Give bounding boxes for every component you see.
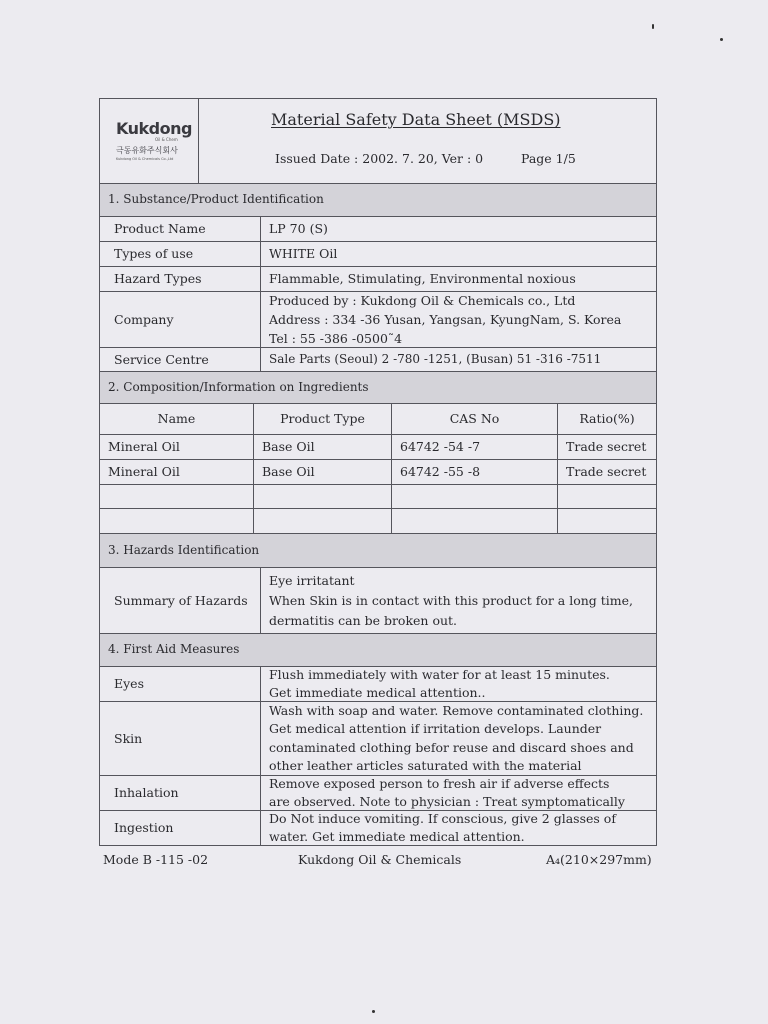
cell-divider [253, 509, 254, 533]
row-label: Hazard Types [114, 271, 202, 287]
section-2-header [100, 372, 657, 404]
table-row [100, 435, 657, 460]
table-row-empty [100, 485, 657, 509]
table-cell: Trade secret [566, 464, 647, 480]
row-value: Sale Parts (Seoul) 2 -780 -1251, (Busan) 51 -316 -7511 [269, 351, 602, 366]
table-cell: Mineral Oil [108, 439, 180, 455]
row-label: Ingestion [114, 820, 174, 836]
company-label: Company [114, 311, 174, 327]
hazards-summary [261, 568, 656, 633]
first-aid-eyes-row [100, 667, 657, 702]
company-address: Address : 334 -36 Yusan, Yangsan, KyungNam, S. Korea [269, 312, 622, 327]
company-logo [100, 99, 198, 183]
instruction-line: contaminated clothing befor reuse and discard shoes and [269, 739, 634, 755]
instruction-line: Remove exposed person to fresh air if adverse effects [269, 776, 610, 791]
paper-size: A₄(210×297mm) [546, 852, 652, 867]
instruction-line: water. Get immediate medical attention. [269, 829, 525, 844]
company-row [100, 292, 657, 348]
instruction-line: Flush immediately with water for at least 15 minutes. [269, 667, 610, 682]
row-label: Skin [114, 730, 143, 746]
hazards-row [100, 568, 657, 634]
first-aid-ingestion-row [100, 811, 657, 846]
row-value: LP 70 (S) [269, 221, 328, 237]
header-row [100, 99, 657, 184]
row-label: Service Centre [114, 351, 209, 367]
section-4-header [100, 634, 657, 667]
cell-divider [198, 99, 199, 183]
cell-divider [391, 485, 392, 508]
first-aid-skin-row [100, 702, 657, 776]
table-row [100, 348, 657, 372]
company-phone: Tel : 55 -386 -0500˜4 [269, 331, 403, 346]
row-label: Inhalation [114, 785, 179, 801]
first-aid-inhalation-row [100, 776, 657, 811]
footer-company: Kukdong Oil & Chemicals [298, 852, 462, 867]
issued-date: Issued Date : 2002. 7. 20, Ver : 0 [275, 151, 484, 166]
instruction-line: Get immediate medical attention.. [269, 685, 486, 700]
logo-wordmark: Kukdong [116, 119, 192, 138]
form-code: Mode B -115 -02 [103, 852, 209, 867]
table-row [100, 217, 657, 242]
row-value [261, 776, 656, 810]
instruction-line: Get medical attention if irritation develops. Launder [269, 721, 602, 736]
instruction-line: Wash with soap and water. Remove contaminated clothing. [269, 702, 644, 718]
row-label: Product Name [114, 221, 206, 237]
table-cell: Base Oil [262, 439, 315, 455]
instruction-line: Do Not induce vomiting. If conscious, give 2 glasses of [269, 811, 616, 826]
table-row-empty [100, 509, 657, 534]
row-value: WHITE Oil [269, 246, 338, 262]
msds-form [99, 98, 657, 846]
row-value [261, 702, 656, 775]
company-details [261, 292, 656, 347]
hazard-line: When Skin is in contact with this product for a long time, [269, 592, 634, 608]
cell-divider [557, 485, 558, 508]
section-1-title: 1. Substance/Product Identification [108, 192, 324, 207]
section-3-header [100, 534, 657, 568]
scan-speck [652, 24, 654, 29]
table-cell: 64742 -55 -8 [400, 464, 481, 480]
hazard-line: dermatitis can be broken out. [269, 612, 458, 628]
table-row [100, 242, 657, 267]
scan-speck [372, 1010, 375, 1013]
table-row [100, 460, 657, 485]
hazard-line: Eye irritatant [269, 572, 355, 588]
section-4-title: 4. First Aid Measures [108, 642, 240, 657]
section-1-header [100, 184, 657, 217]
table-cell: Base Oil [262, 464, 315, 480]
cell-divider [391, 509, 392, 533]
table-cell: Trade secret [566, 439, 647, 455]
hazards-label: Summary of Hazards [114, 592, 248, 608]
logo-subtitle: Oil & Chem [155, 137, 178, 142]
instruction-line: other leather articles saturated with the material [269, 758, 582, 773]
column-header: CAS No [449, 411, 500, 427]
table-row [100, 267, 657, 292]
logo-korean-name: 극동유화주식회사 [116, 146, 178, 155]
table-header-row [100, 404, 657, 435]
row-value [261, 667, 656, 701]
table-cell: Mineral Oil [108, 464, 180, 480]
section-3-title: 3. Hazards Identification [108, 542, 260, 557]
cell-divider [557, 509, 558, 533]
cell-divider [253, 485, 254, 508]
row-value: Flammable, Stimulating, Environmental noxious [269, 271, 576, 287]
instruction-line: are observed. Note to physician : Treat symptomatically [269, 794, 625, 809]
company-producer: Produced by : Kukdong Oil & Chemicals co., Ltd [269, 293, 576, 308]
page-number: Page 1/5 [521, 151, 576, 166]
column-header: Product Type [280, 411, 365, 427]
section-2-title: 2. Composition/Information on Ingredients [108, 379, 369, 394]
row-label: Eyes [114, 676, 144, 692]
row-value [261, 811, 656, 845]
table-cell: 64742 -54 -7 [400, 439, 481, 455]
document-title: Material Safety Data Sheet (MSDS) [271, 110, 561, 129]
column-header: Ratio(%) [579, 411, 635, 427]
row-label: Types of use [114, 246, 194, 262]
logo-small-text: Kukdong Oil & Chemicals Co.,Ltd [116, 157, 174, 161]
column-header: Name [157, 411, 196, 427]
scan-speck [720, 38, 723, 41]
